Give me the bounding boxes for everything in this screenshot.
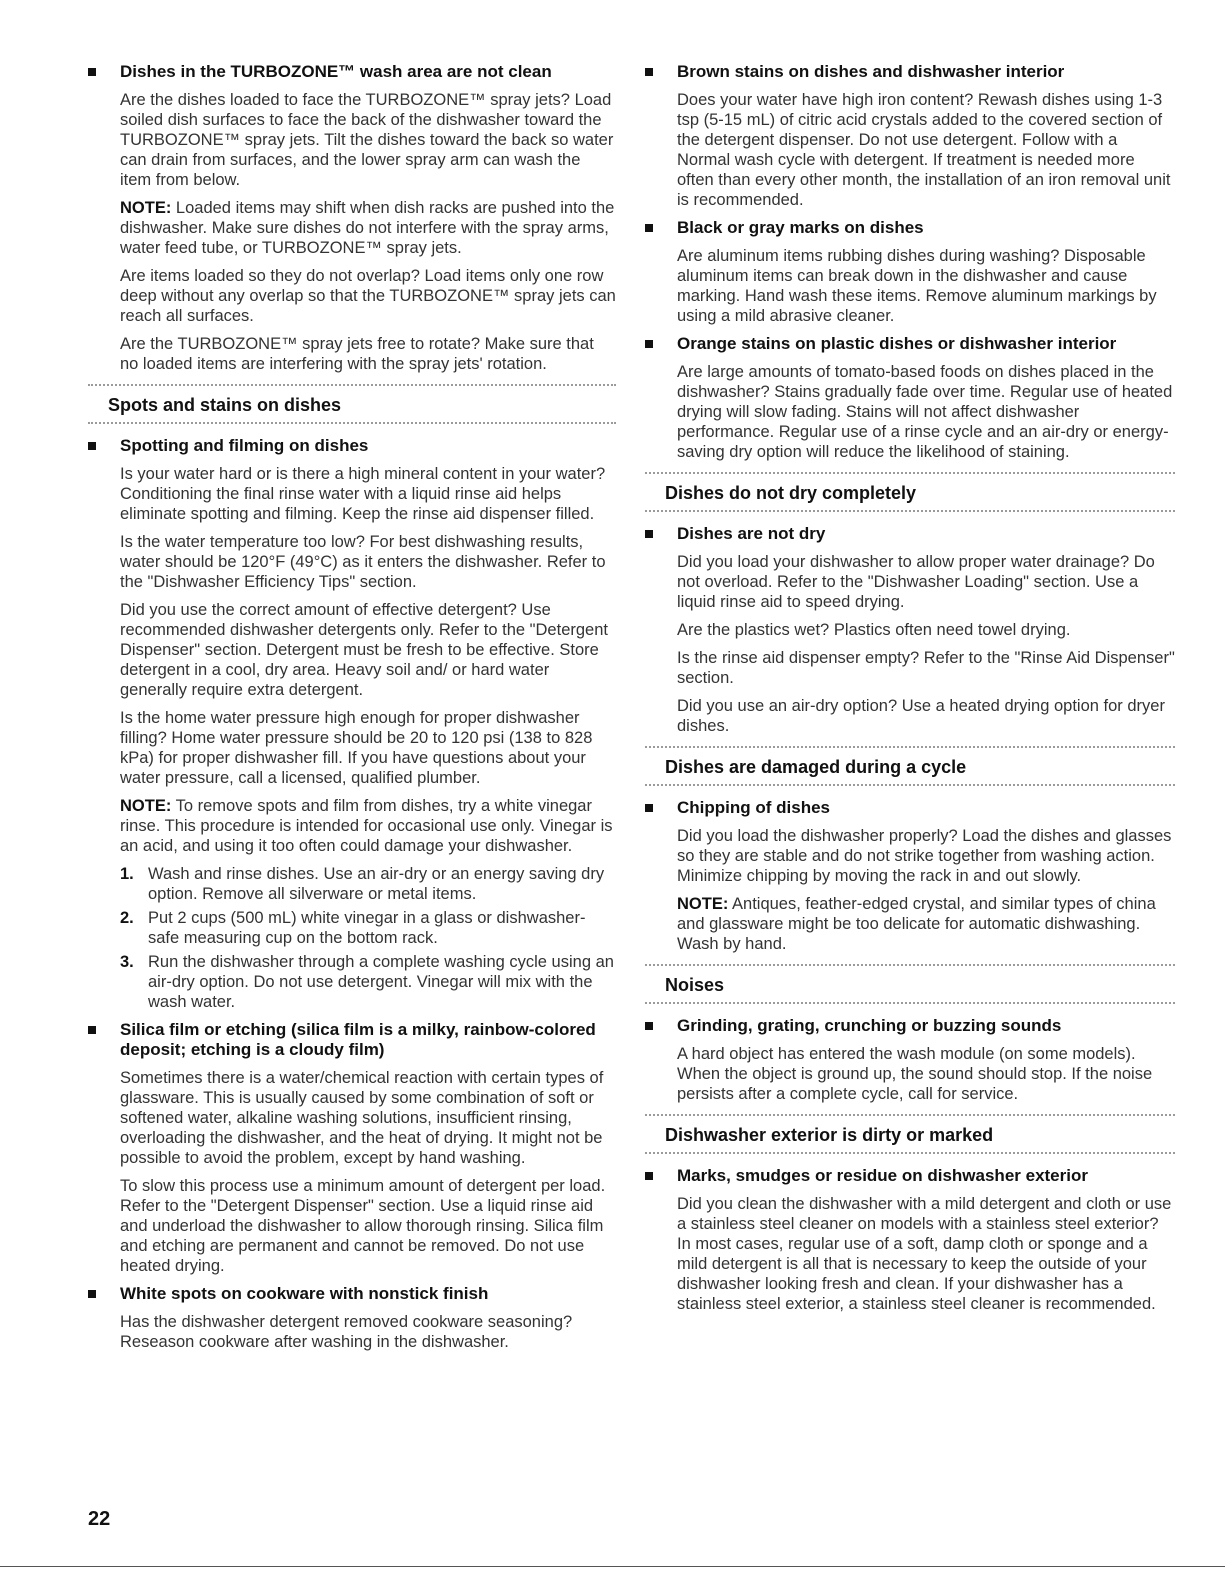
- bullet-icon: [645, 224, 653, 232]
- right-column: [645, 62, 1175, 1322]
- note-paragraph: NOTE: Antiques, feather-edged crystal, and similar types of china and glassware might be too delicate for automatic dishwashing. Wash by hand.: [677, 895, 1156, 953]
- turbozone-item: [88, 62, 616, 374]
- paragraph: Are the dishes loaded to face the TURBOZONE™ spray jets? Load soiled dish surfaces to face the back of the dishwasher toward the TURBOZONE™ spray jets. Tilt the dishes toward the back so water can drain from surfaces, and the lower spray arm can wash the item from below.: [120, 91, 614, 189]
- item-heading: Black or gray marks on dishes: [645, 218, 1175, 238]
- black-marks-item: [645, 218, 1175, 326]
- paragraph: Are items loaded so they do not overlap? Load items only one row deep without any overlap so that the TURBOZONE™ spray jets can reach all surfaces.: [120, 267, 616, 325]
- whitespots-item: [88, 1284, 616, 1352]
- paragraph: Are large amounts of tomato-based foods on dishes placed in the dishwasher? Stains gradually fade over time. Regular use of heated drying will slow fading. Stains will not affect dishwasher performance. Regular use of a rinse cycle and an air-dry or energy-saving dry option will reduce the likelihood of staining.: [677, 363, 1173, 461]
- paragraph: Is your water hard or is there a high mineral content in your water? Conditioning the final rinse water with a liquid rinse aid helps eliminate spotting and filming. Keep the rinse aid dispenser filled.: [120, 465, 606, 523]
- paragraph: Did you use an air-dry option? Use a heated drying option for dryer dishes.: [677, 697, 1165, 735]
- divider: [88, 422, 616, 424]
- list-item: 3. Run the dishwasher through a complete washing cycle using an air-dry option. Do not use detergent. Vinegar will mix with the wash water.: [120, 953, 614, 1011]
- paragraph: Did you load your dishwasher to allow proper water drainage? Do not overload. Refer to the "Dishwasher Loading" section. Use a liquid rinse aid to speed drying.: [677, 553, 1155, 611]
- bullet-icon: [88, 442, 96, 450]
- section-title: Dishes do not dry completely: [665, 483, 917, 503]
- bullet-icon: [645, 68, 653, 76]
- note-label: NOTE:: [120, 797, 172, 815]
- grinding-item: [645, 1016, 1175, 1104]
- paragraph: Sometimes there is a water/chemical reaction with certain types of glassware. This is usually caused by some combination of soft or softened water, alkaline washing solutions, insufficient rinsing, overloading the dishwasher, and the heat of drying. It might not be possible to avoid the problem, except by hand washing.: [120, 1069, 604, 1167]
- numbered-list: [120, 864, 616, 1012]
- item-heading: Spotting and filming on dishes: [88, 436, 616, 456]
- note-label: NOTE:: [120, 199, 172, 217]
- orange-stains-item: [645, 334, 1175, 462]
- divider: [645, 1152, 1175, 1154]
- list-item: 1. Wash and rinse dishes. Use an air-dry or an energy saving dry option. Remove all silverware or metal items.: [120, 865, 605, 903]
- section-title: Dishwasher exterior is dirty or marked: [665, 1125, 994, 1145]
- item-heading: Silica film or etching (silica film is a milky, rainbow-colored deposit; etching is a cloudy film): [88, 1020, 616, 1060]
- paragraph: Is the home water pressure high enough for proper dishwasher filling? Home water pressure should be 20 to 120 psi (138 to 828 kPa) for proper dishwasher fill. If you have questions about your water pressure, call a licensed, qualified plumber.: [120, 709, 593, 787]
- bullet-icon: [645, 1172, 653, 1180]
- item-heading: Chipping of dishes: [645, 798, 1175, 818]
- bullet-icon: [645, 340, 653, 348]
- left-column: [88, 62, 616, 1360]
- marks-item: [645, 1166, 1175, 1314]
- item-heading: Marks, smudges or residue on dishwasher exterior: [645, 1166, 1175, 1186]
- chipping-item: [645, 798, 1175, 954]
- divider: [645, 510, 1175, 512]
- note-label: NOTE:: [677, 895, 729, 913]
- section-header-damaged: [645, 746, 1175, 786]
- brown-stains-item: [645, 62, 1175, 210]
- bullet-icon: [645, 804, 653, 812]
- page-number: 22: [88, 1508, 111, 1530]
- item-heading: Orange stains on plastic dishes or dishwasher interior: [645, 334, 1175, 354]
- paragraph: Did you load the dishwasher properly? Load the dishes and glasses so they are stable and do not strike together from washing action. Minimize chipping by moving the rack in and out slowly.: [677, 827, 1172, 885]
- paragraph: Has the dishwasher detergent removed cookware seasoning? Reseason cookware after washing in the dishwasher.: [120, 1313, 573, 1351]
- not-dry-item: [645, 524, 1175, 736]
- paragraph: A hard object has entered the wash module (on some models). When the object is ground up, the sound should stop. If the noise persists after a complete cycle, call for service.: [677, 1045, 1153, 1103]
- paragraph: Is the rinse aid dispenser empty? Refer to the "Rinse Aid Dispenser" section.: [677, 649, 1175, 687]
- divider: [645, 784, 1175, 786]
- bullet-icon: [88, 1026, 96, 1034]
- section-header-noises: [645, 964, 1175, 1004]
- note-paragraph: NOTE: To remove spots and film from dishes, try a white vinegar rinse. This procedure is intended for occasional use only. Vinegar is an acid, and using it too often could damage your dishwasher.: [120, 797, 613, 855]
- paragraph: Did you use the correct amount of effective detergent? Use recommended dishwasher detergents only. Refer to the "Detergent Dispenser" section. Detergent must be fresh to be effective. Store detergent in a cool, dry area. Heavy soil and/ or hard water generally require extra detergent.: [120, 601, 608, 699]
- note-paragraph: NOTE: Loaded items may shift when dish racks are pushed into the dishwasher. Make sure dishes do not interfere with the spray arms, water feed tube, or TURBOZONE™ spray jets.: [120, 199, 615, 257]
- divider: [645, 1002, 1175, 1004]
- item-heading: Dishes are not dry: [645, 524, 1175, 544]
- paragraph: Are aluminum items rubbing dishes during washing? Disposable aluminum items can break down in the dishwasher and cause marking. Hand wash these items. Remove aluminum markings by using a mild abrasive cleaner.: [677, 247, 1157, 325]
- section-title: Noises: [665, 975, 725, 995]
- bullet-icon: [88, 1290, 96, 1298]
- section-title: Spots and stains on dishes: [108, 395, 342, 415]
- item-heading: Grinding, grating, crunching or buzzing sounds: [645, 1016, 1175, 1036]
- list-item: 2. Put 2 cups (500 mL) white vinegar in a glass or dishwasher-safe measuring cup on the bottom rack.: [120, 909, 586, 947]
- paragraph: Is the water temperature too low? For best dishwashing results, water should be 120°F (49°C) as it enters the dishwasher. Refer to the "Dishwasher Efficiency Tips" section.: [120, 533, 606, 591]
- item-heading: White spots on cookware with nonstick finish: [88, 1284, 616, 1304]
- page-bottom-rule: [0, 1566, 1225, 1567]
- section-header-dry: [645, 472, 1175, 512]
- bullet-icon: [645, 1022, 653, 1030]
- bullet-icon: [645, 530, 653, 538]
- paragraph: Did you clean the dishwasher with a mild detergent and cloth or use a stainless steel cleaner on models with a stainless steel exterior? In most cases, regular use of a soft, damp cloth or sponge and a mild detergent is all that is necessary to keep the outside of your dishwasher looking fresh and clean. If your dishwasher has a stainless steel exterior, a stainless steel cleaner is recommended.: [677, 1195, 1172, 1313]
- paragraph: Are the plastics wet? Plastics often need towel drying.: [677, 621, 1071, 639]
- bullet-icon: [88, 68, 96, 76]
- paragraph: Are the TURBOZONE™ spray jets free to rotate? Make sure that no loaded items are interfering with the spray jets' rotation.: [120, 335, 594, 373]
- section-title: Dishes are damaged during a cycle: [665, 757, 967, 777]
- silica-item: [88, 1020, 616, 1276]
- paragraph: Does your water have high iron content? Rewash dishes using 1-3 tsp (5-15 mL) of citric acid crystals added to the covered section of the detergent dispenser. Do not use detergent. Follow with a Normal wash cycle with detergent. If treatment is needed more often than every other month, the installation of an iron removal unit is recommended.: [677, 91, 1171, 209]
- item-heading: Dishes in the TURBOZONE™ wash area are not clean: [88, 62, 616, 82]
- section-header-exterior: [645, 1114, 1175, 1154]
- paragraph: To slow this process use a minimum amount of detergent per load. Refer to the "Detergent Dispenser" section. Use a liquid rinse aid and underload the dishwasher to allow thorough rinsing. Silica film and etching are permanent and cannot be removed. Do not use heated drying.: [120, 1177, 606, 1275]
- section-header-spots: [88, 384, 616, 424]
- item-heading: Brown stains on dishes and dishwasher interior: [645, 62, 1175, 82]
- spotting-item: [88, 436, 616, 1012]
